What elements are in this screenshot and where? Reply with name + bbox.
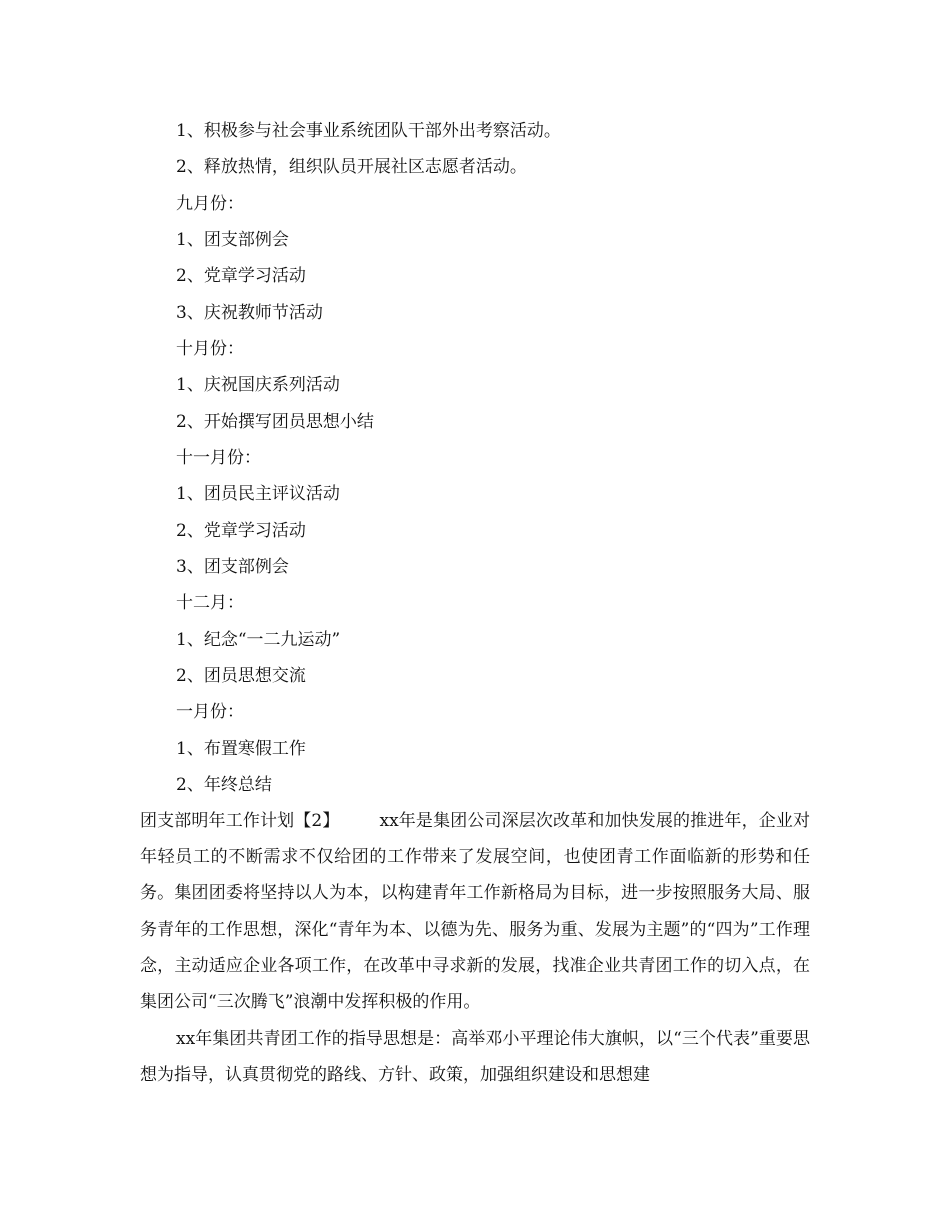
month-heading: 十二月： <box>176 593 244 613</box>
month-heading: 十月份： <box>176 339 244 359</box>
list-item: 2、党章学习活动 <box>176 521 306 541</box>
month-heading: 一月份： <box>176 702 244 722</box>
list-item: 2、释放热情，组织队员开展社区志愿者活动。 <box>176 157 527 177</box>
list-item: 1、团员民主评议活动 <box>176 484 340 504</box>
list-item: 1、布置寒假工作 <box>176 739 306 759</box>
guiding-paragraph <box>140 1021 810 1093</box>
month-heading: 十一月份： <box>176 448 261 468</box>
list-item: 3、团支部例会 <box>176 557 289 577</box>
list-item: 2、团员思想交流 <box>176 666 306 686</box>
list-item: 2、开始撰写团员思想小结 <box>176 412 374 432</box>
list-item: 1、积极参与社会事业系统团队干部外出考察活动。 <box>176 121 561 141</box>
section-paragraph <box>140 803 810 1020</box>
section-body: xx年是集团公司深层次改革和加快发展的推进年，企业对年轻员工的不断需求不仅给团的工作带来了发展空间，也使团青工作面临新的形势和任务。集团团委将坚持以人为本，以构建青年工作新格局为目标，进一步按照服务大局、服务青年的工作思想，深化“青年为本、以德为先、服务为重、发展为主题”的“四为”工作理念，主动适应企业各项工作，在改革中寻求新的发展，找准企业共青团工作的切入点，在集团公司“三次腾飞”浪潮中发挥积极的作用。 <box>140 811 810 1013</box>
list-item: 2、党章学习活动 <box>176 266 306 286</box>
guiding-text: xx年集团共青团工作的指导思想是：高举邓小平理论伟大旗帜，以“三个代表”重要思想为指导，认真贯彻党的路线、方针、政策，加强组织建设和思想建 <box>140 1029 810 1086</box>
month-heading: 九月份： <box>176 194 244 214</box>
list-item: 3、庆祝教师节活动 <box>176 303 323 323</box>
list-item: 1、团支部例会 <box>176 230 289 250</box>
section-heading: 团支部明年工作计划【2】 <box>140 811 340 831</box>
list-item: 2、年终总结 <box>176 775 272 795</box>
list-item: 1、庆祝国庆系列活动 <box>176 375 340 395</box>
list-item: 1、纪念“一二九运动” <box>176 630 341 650</box>
